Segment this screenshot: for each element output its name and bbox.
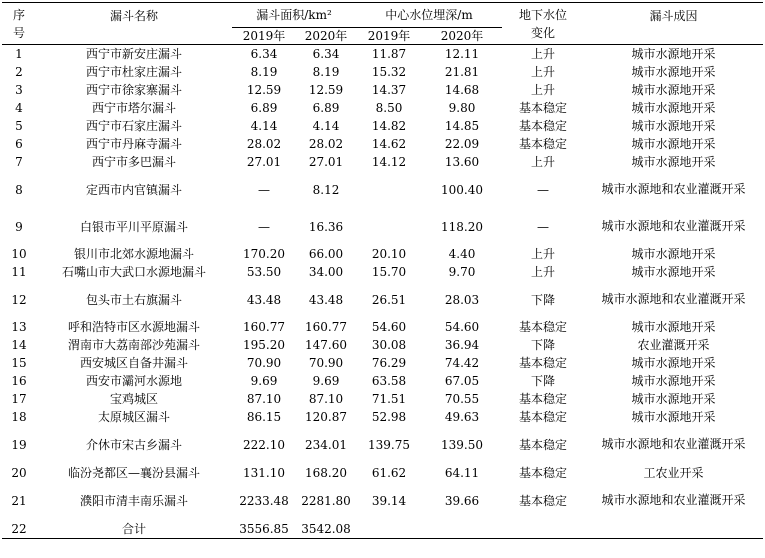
cell-depth-2020: 100.40	[441, 182, 484, 197]
cell-no: 12	[11, 292, 27, 307]
cell-depth-2019: 39.14	[371, 493, 407, 508]
cell-area-2019: 222.10	[243, 437, 285, 452]
cell-depth-2020: 49.63	[444, 410, 480, 424]
cell-depth-2019: 14.82	[371, 119, 407, 133]
cell-depth-2019: 26.51	[371, 292, 407, 307]
cell-change: 上升	[531, 247, 556, 261]
cell-area-2019: 8.19	[250, 65, 278, 79]
table-row	[2, 45, 763, 64]
header-no: 序 号	[2, 3, 36, 45]
cell-depth-2020	[422, 519, 502, 539]
cell-no: 15	[11, 356, 27, 370]
cell-area-2019: 87.10	[246, 392, 282, 406]
cell-change: 基本稳定	[519, 119, 568, 133]
cell-no: 8	[15, 182, 23, 197]
cell-name: 合计	[36, 519, 232, 539]
cell-name: 西宁市新安庄漏斗	[85, 47, 182, 61]
cell-area-2020: 87.10	[308, 392, 344, 406]
cell-change: 基本稳定	[519, 410, 568, 424]
cell-cause	[584, 519, 763, 539]
cell-no: 18	[11, 410, 27, 424]
cell-cause: 农业灌溉开采	[637, 338, 710, 352]
cell-depth-2020: 54.60	[444, 320, 480, 334]
cell-change: 基本稳定	[519, 493, 568, 508]
cell-depth-2019: 61.62	[371, 465, 407, 480]
cell-depth-2020: 67.05	[444, 374, 480, 388]
cell-area-2020: 120.87	[305, 410, 347, 424]
cell-depth-2019: 11.87	[371, 47, 407, 61]
cell-no: 1	[15, 47, 23, 61]
header-area-2020: 2020年	[296, 28, 356, 45]
cell-change: 上升	[531, 65, 556, 79]
cell-depth-2019	[356, 519, 422, 539]
cell-area-2020: 66.00	[308, 247, 344, 261]
cell-cause: 城市水源地开采	[631, 47, 716, 61]
table-row-total	[2, 519, 763, 539]
cell-no: 3	[15, 83, 23, 97]
cell-depth-2019: 54.60	[371, 320, 407, 334]
cell-area-2020: 147.60	[305, 338, 347, 352]
table-row	[2, 426, 763, 463]
cell-name: 西宁市丹麻寺漏斗	[85, 137, 182, 151]
cell-name: 西安市灞河水源地	[85, 374, 182, 388]
cell-depth-2020: 12.11	[444, 47, 480, 61]
cell-area-2019: 9.69	[250, 374, 278, 388]
table-row	[2, 372, 763, 390]
cell-change: 基本稳定	[519, 465, 568, 480]
cell-area-2019: 2233.48	[239, 493, 289, 508]
cell-cause: 城市水源地开采	[631, 101, 716, 115]
cell-name: 银川市北郊水源地漏斗	[73, 247, 194, 261]
cell-area-2020: 160.77	[305, 320, 347, 334]
cell-area-2020: 8.12	[312, 182, 340, 197]
cell-name: 白银市平川平原漏斗	[79, 219, 188, 234]
cell-depth-2019: 15.70	[371, 265, 407, 279]
cell-no: 11	[11, 265, 27, 279]
cell-depth-2020: 70.55	[444, 392, 480, 406]
cell-cause: 城市水源地开采	[631, 247, 716, 261]
cell-no: 9	[15, 219, 23, 234]
cell-no: 20	[11, 465, 27, 480]
cell-name: 渭南市大荔南部沙苑漏斗	[67, 338, 200, 352]
cell-depth-2019: 52.98	[371, 410, 407, 424]
cell-no: 17	[11, 392, 27, 406]
cell-depth-2020: 118.20	[441, 219, 484, 234]
cell-area-2020: 2281.80	[301, 493, 351, 508]
header-depth-2020: 2020年	[422, 28, 502, 45]
cell-change: —	[537, 182, 550, 197]
cell-cause: 城市水源地开采	[631, 137, 716, 151]
cell-no: 10	[11, 247, 27, 261]
cell-cause: 工农业开采	[643, 465, 704, 480]
cell-area-2020: 27.01	[308, 155, 344, 169]
cell-cause: 城市水源地开采	[631, 392, 716, 406]
cell-cause: 城市水源地和农业灌溉开采	[601, 219, 746, 233]
cell-no: 19	[11, 437, 27, 452]
cell-area-2020: 4.14	[312, 119, 340, 133]
cell-change: 下降	[531, 374, 556, 388]
header-change: 地下水位 变化	[502, 3, 584, 45]
cell-depth-2019: 14.12	[371, 155, 407, 169]
cell-change: 下降	[531, 338, 556, 352]
cell-cause: 城市水源地开采	[631, 119, 716, 133]
header-name: 漏斗名称	[36, 3, 232, 45]
cell-area-2020: 43.48	[308, 292, 344, 307]
cell-name: 定西市内官镇漏斗	[85, 182, 182, 197]
cell-area-2019: 170.20	[243, 247, 285, 261]
cell-depth-2019: 71.51	[371, 392, 407, 406]
cell-change: 上升	[531, 265, 556, 279]
cell-cause: 城市水源地开采	[631, 83, 716, 97]
table-row	[2, 354, 763, 372]
cell-area-2019: —	[258, 219, 270, 234]
table-row	[2, 336, 763, 354]
cell-area-2020: 70.90	[308, 356, 344, 370]
cell-no: 4	[15, 101, 23, 115]
cell-area-2020: 6.89	[312, 101, 340, 115]
cell-depth-2019: 15.32	[371, 65, 407, 79]
cell-depth-2020: 4.40	[448, 247, 476, 261]
cell-name: 介休市宋古乡漏斗	[85, 437, 182, 452]
table-row	[2, 153, 763, 171]
cell-area-2019: 43.48	[246, 292, 282, 307]
cell-name: 呼和浩特市区水源地漏斗	[67, 320, 200, 334]
cell-area-2019: 131.10	[243, 465, 285, 480]
cell-area-2020: 28.02	[308, 137, 344, 151]
cell-cause: 城市水源地开采	[631, 65, 716, 79]
cell-no: 6	[15, 137, 23, 151]
cell-no: 5	[15, 119, 23, 133]
cell-depth-2019: 20.10	[371, 247, 407, 261]
cell-area-2019: 3556.85	[232, 519, 296, 539]
table-row	[2, 99, 763, 117]
cell-area-2019: 6.89	[250, 101, 278, 115]
cell-depth-2019	[356, 208, 422, 245]
cell-cause: 城市水源地和农业灌溉开采	[601, 182, 746, 196]
cell-depth-2020: 64.11	[444, 465, 480, 480]
cell-area-2019: 4.14	[250, 119, 278, 133]
cell-area-2020: 168.20	[305, 465, 347, 480]
table-row	[2, 63, 763, 81]
cell-name: 西宁市多巴漏斗	[91, 155, 176, 169]
cell-area-2019: 160.77	[243, 320, 285, 334]
cell-depth-2020: 9.70	[448, 265, 476, 279]
cell-area-2019: 27.01	[246, 155, 282, 169]
cell-no: 2	[15, 65, 23, 79]
table-row	[2, 463, 763, 482]
cell-depth-2020: 139.50	[441, 437, 484, 452]
cell-cause: 城市水源地和农业灌溉开采	[601, 292, 746, 306]
cell-depth-2020: 21.81	[444, 65, 480, 79]
cell-depth-2019: 139.75	[368, 437, 411, 452]
cell-depth-2020: 14.85	[444, 119, 480, 133]
cell-area-2020: 12.59	[308, 83, 344, 97]
cell-change: 基本稳定	[519, 392, 568, 406]
cell-change: 基本稳定	[519, 320, 568, 334]
cell-area-2020: 34.00	[308, 265, 344, 279]
cell-cause: 城市水源地开采	[631, 374, 716, 388]
cell-depth-2020: 22.09	[444, 137, 480, 151]
cell-depth-2020: 13.60	[444, 155, 480, 169]
cell-area-2019: 70.90	[246, 356, 282, 370]
cell-change: 下降	[531, 292, 556, 307]
cell-cause: 城市水源地开采	[631, 356, 716, 370]
cell-depth-2020: 74.42	[444, 356, 480, 370]
cell-area-2020: 3542.08	[296, 519, 356, 539]
cell-no: 13	[11, 320, 27, 334]
cell-area-2019: 12.59	[246, 83, 282, 97]
cell-change: 基本稳定	[519, 437, 568, 452]
cell-area-2019: 53.50	[246, 265, 282, 279]
cell-change: —	[537, 219, 550, 234]
cell-change: 基本稳定	[519, 356, 568, 370]
cell-area-2019: 6.34	[250, 47, 278, 61]
header-cause: 漏斗成因	[584, 3, 763, 45]
cell-name: 西宁市塔尔漏斗	[91, 101, 176, 115]
cell-area-2019: —	[258, 182, 270, 197]
cell-name: 临汾尧都区—襄汾县漏斗	[67, 465, 200, 480]
table-row	[2, 318, 763, 336]
cell-name: 太原城区漏斗	[97, 410, 170, 424]
cell-depth-2020: 14.68	[444, 83, 480, 97]
cell-change: 上升	[531, 47, 556, 61]
cell-cause: 城市水源地和农业灌溉开采	[601, 437, 746, 451]
cell-area-2020: 16.36	[308, 219, 344, 234]
table-row	[2, 245, 763, 263]
table-row	[2, 135, 763, 153]
cell-no: 7	[15, 155, 23, 169]
cell-depth-2020: 9.80	[448, 101, 476, 115]
cell-area-2020: 8.19	[312, 65, 340, 79]
cell-depth-2019: 76.29	[371, 356, 407, 370]
cell-no: 22	[2, 519, 36, 539]
cell-depth-2020: 28.03	[444, 292, 480, 307]
cell-depth-2020: 36.94	[444, 338, 480, 352]
header-depth: 中心水位埋深/m	[356, 3, 502, 28]
cell-name: 西宁市杜家庄漏斗	[85, 65, 182, 79]
cell-name: 西宁市徐家寨漏斗	[85, 83, 182, 97]
cell-cause: 城市水源地开采	[631, 320, 716, 334]
cell-area-2020: 9.69	[312, 374, 340, 388]
cell-change: 基本稳定	[519, 101, 568, 115]
cell-name: 西安城区自备井漏斗	[79, 356, 188, 370]
cell-area-2019: 28.02	[246, 137, 282, 151]
cell-no: 14	[11, 338, 27, 352]
funnel-table	[2, 2, 763, 539]
cell-depth-2019: 30.08	[371, 338, 407, 352]
table-row	[2, 81, 763, 99]
cell-depth-2019: 63.58	[371, 374, 407, 388]
cell-name: 西宁市石家庄漏斗	[85, 119, 182, 133]
cell-cause: 城市水源地开采	[631, 410, 716, 424]
table-row	[2, 208, 763, 245]
cell-cause: 城市水源地和农业灌溉开采	[601, 493, 746, 507]
cell-change	[502, 519, 584, 539]
cell-area-2020: 234.01	[305, 437, 347, 452]
table-row	[2, 408, 763, 426]
cell-change: 基本稳定	[519, 137, 568, 151]
cell-depth-2020: 39.66	[444, 493, 480, 508]
cell-change: 上升	[531, 83, 556, 97]
cell-area-2020: 6.34	[312, 47, 340, 61]
table-row	[2, 390, 763, 408]
table-row	[2, 171, 763, 208]
cell-depth-2019: 14.37	[371, 83, 407, 97]
header-area: 漏斗面积/km²	[232, 3, 356, 28]
cell-name: 石嘴山市大武口水源地漏斗	[61, 265, 206, 279]
table-row	[2, 281, 763, 318]
cell-depth-2019: 14.62	[371, 137, 407, 151]
header-area-2019: 2019年	[232, 28, 296, 45]
cell-name: 宝鸡城区	[109, 392, 158, 406]
cell-no: 16	[11, 374, 27, 388]
cell-name: 包头市土右旗漏斗	[85, 292, 182, 307]
cell-depth-2019: 8.50	[375, 101, 403, 115]
cell-cause: 城市水源地开采	[631, 265, 716, 279]
table-row	[2, 263, 763, 281]
cell-change: 上升	[531, 155, 556, 169]
cell-no: 21	[11, 493, 27, 508]
table-row	[2, 482, 763, 519]
cell-area-2019: 86.15	[246, 410, 282, 424]
header-depth-2019: 2019年	[356, 28, 422, 45]
cell-name: 濮阳市清丰南乐漏斗	[79, 493, 188, 508]
cell-area-2019: 195.20	[243, 338, 285, 352]
table-row	[2, 117, 763, 135]
cell-depth-2019	[356, 171, 422, 208]
cell-cause: 城市水源地开采	[631, 155, 716, 169]
